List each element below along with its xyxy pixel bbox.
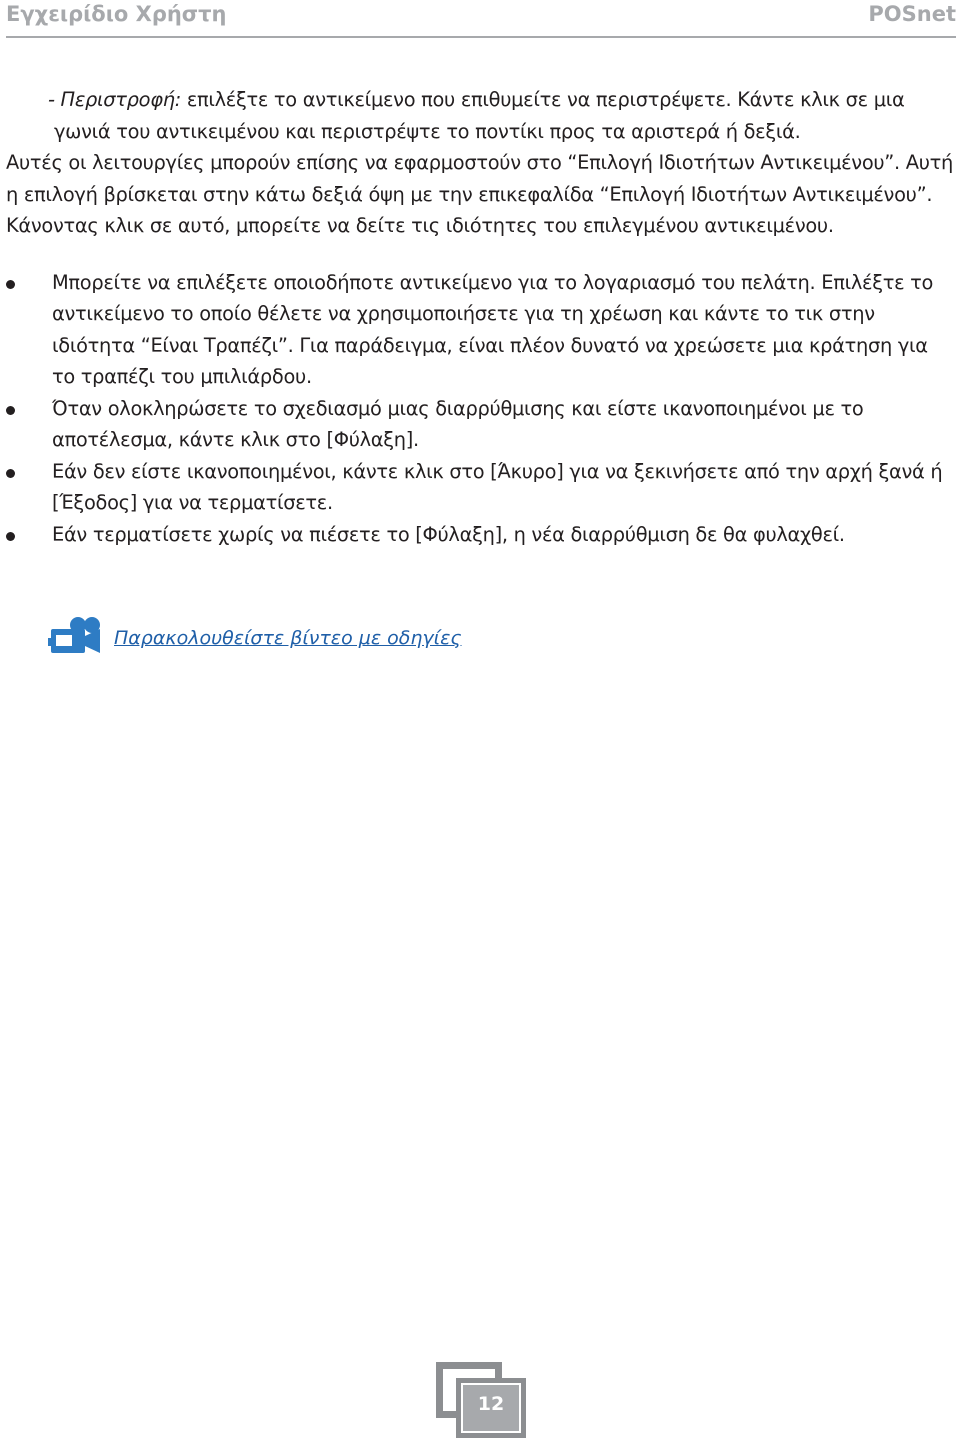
list-item-text: Μπορείτε να επιλέξετε οποιοδήποτε αντικείμενο για το λογαριασμό του πελάτη. Επιλέξτε το αντικείμενο το οποίο θέλετε να χρησιμοποιήσετε για τη χρέωση και κάντε το τικ στην ιδιότητα “Είναι Τραπέζι”. Για παράδειγμα, είναι πλέον δυνατό να χρεώσετε μια κράτηση για το τραπέζι του μπιλιάρδου. xyxy=(52,270,934,388)
video-camera-icon[interactable] xyxy=(48,616,102,656)
rotation-label: - Περιστροφή: xyxy=(48,88,181,111)
main-content xyxy=(6,84,956,550)
list-item xyxy=(6,456,956,519)
bullet-icon xyxy=(6,280,15,289)
bullet-icon xyxy=(6,469,15,478)
tips-list xyxy=(6,267,956,551)
manual-title: Εγχειρίδιο Χρήστη xyxy=(6,2,227,26)
paragraph-gap xyxy=(6,242,956,267)
list-item-text: Εάν δεν είστε ικανοποιημένοι, κάντε κλικ στο [Άκυρο] για να ξεκινήσετε από την αρχή ξανά ή [Έξοδος] για να τερματίσετε. xyxy=(52,459,943,514)
list-item-text: Εάν τερματίσετε χωρίς να πιέσετε το [Φύλαξη], η νέα διαρρύθμιση δε θα φυλαχθεί. xyxy=(52,522,845,546)
list-item xyxy=(6,519,956,551)
bullet-icon xyxy=(6,532,15,541)
rotation-text: επιλέξτε το αντικείμενο που επιθυμείτε να περιστρέψετε. Κάντε κλικ σε μια γωνιά του αντικειμένου και περιστρέψτε το ποντίκι προς τα αριστερά ή δεξιά. xyxy=(54,88,905,143)
rotation-paragraph xyxy=(6,84,956,147)
list-item xyxy=(6,393,956,456)
list-item-text: Όταν ολοκληρώσετε το σχεδιασμό μιας διαρρύθμισης και είστε ικανοποιημένοι με το αποτέλεσμα, κάντε κλικ στο [Φύλαξη]. xyxy=(52,396,864,451)
bullet-icon xyxy=(6,406,15,415)
list-item xyxy=(6,267,956,393)
page-number-badge xyxy=(434,1360,530,1440)
brand-name: POSnet xyxy=(868,2,956,26)
page-header xyxy=(6,0,956,38)
video-tutorial-link[interactable]: Παρακολουθείστε βίντεο με οδηγίες xyxy=(114,627,462,649)
properties-note: Αυτές οι λειτουργίες μπορούν επίσης να εφαρμοστούν στο “Επιλογή Ιδιοτήτων Αντικειμένου”. Αυτή η επιλογή βρίσκεται στην κάτω δεξιά όψη με την επικεφαλίδα “Επιλογή Ιδιοτήτων Αντικειμένου”. Κάνοντας κλικ σε αυτό, μπορείτε να δείτε τις ιδιότητες του επιλεγμένου αντικειμένου. xyxy=(6,151,954,237)
page-number: 12 xyxy=(477,1393,505,1415)
